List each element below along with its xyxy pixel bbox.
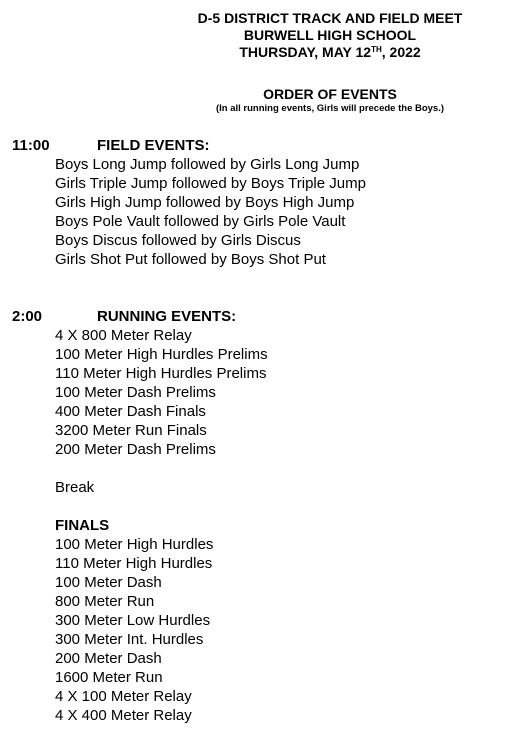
- field-events-time: 11:00: [12, 137, 50, 154]
- document-header: [130, 10, 530, 61]
- meet-title: D-5 DISTRICT TRACK AND FIELD MEET: [197, 10, 463, 26]
- list-item: 110 Meter High Hurdles: [55, 555, 213, 572]
- meet-date: [130, 44, 530, 61]
- host-school: BURWELL HIGH SCHOOL: [243, 27, 417, 43]
- list-item: 100 Meter Dash Prelims: [55, 384, 216, 401]
- list-item: 100 Meter High Hurdles: [55, 536, 214, 553]
- list-item: 1600 Meter Run: [55, 669, 163, 686]
- list-item: 100 Meter High Hurdles Prelims: [55, 346, 268, 363]
- list-item: 4 X 400 Meter Relay: [55, 707, 192, 724]
- list-item: 110 Meter High Hurdles Prelims: [55, 365, 267, 382]
- list-item: Boys Discus followed by Girls Discus: [55, 232, 301, 249]
- list-item: 3200 Meter Run Finals: [55, 422, 207, 439]
- list-item: 300 Meter Low Hurdles: [55, 612, 211, 629]
- order-of-events-title: ORDER OF EVENTS: [263, 86, 397, 102]
- list-item: Girls Shot Put followed by Boys Shot Put: [55, 251, 326, 268]
- running-order-note: (In all running events, Girls will precede the Boys.): [215, 103, 445, 114]
- list-item: 100 Meter Dash: [55, 574, 162, 591]
- field-events-list: [55, 155, 366, 269]
- list-item: Girls High Jump followed by Boys High Jump: [55, 194, 355, 211]
- list-item: Boys Pole Vault followed by Girls Pole Vault: [55, 213, 346, 230]
- finals-heading: FINALS: [55, 517, 110, 534]
- list-item: 200 Meter Dash Prelims: [55, 441, 216, 458]
- meet-date-ordinal: TH: [371, 45, 382, 54]
- list-item: Girls Triple Jump followed by Boys Triple Jump: [55, 175, 366, 192]
- order-of-events-block: [130, 86, 530, 115]
- list-item: 400 Meter Dash Finals: [55, 403, 206, 420]
- finals-list: [55, 535, 213, 725]
- list-item: 4 X 800 Meter Relay: [55, 327, 192, 344]
- running-events-list: [55, 326, 268, 459]
- list-item: Boys Long Jump followed by Girls Long Jump: [55, 156, 360, 173]
- running-events-heading: RUNNING EVENTS:: [97, 308, 237, 325]
- meet-date-main: THURSDAY, MAY 12: [239, 44, 372, 60]
- meet-date-year: , 2022: [381, 44, 421, 60]
- break-label: Break: [55, 479, 95, 496]
- running-events-time: 2:00: [12, 308, 43, 325]
- list-item: 800 Meter Run: [55, 593, 155, 610]
- field-events-heading: FIELD EVENTS:: [97, 137, 210, 154]
- list-item: 300 Meter Int. Hurdles: [55, 631, 204, 648]
- list-item: 200 Meter Dash: [55, 650, 162, 667]
- list-item: 4 X 100 Meter Relay: [55, 688, 192, 705]
